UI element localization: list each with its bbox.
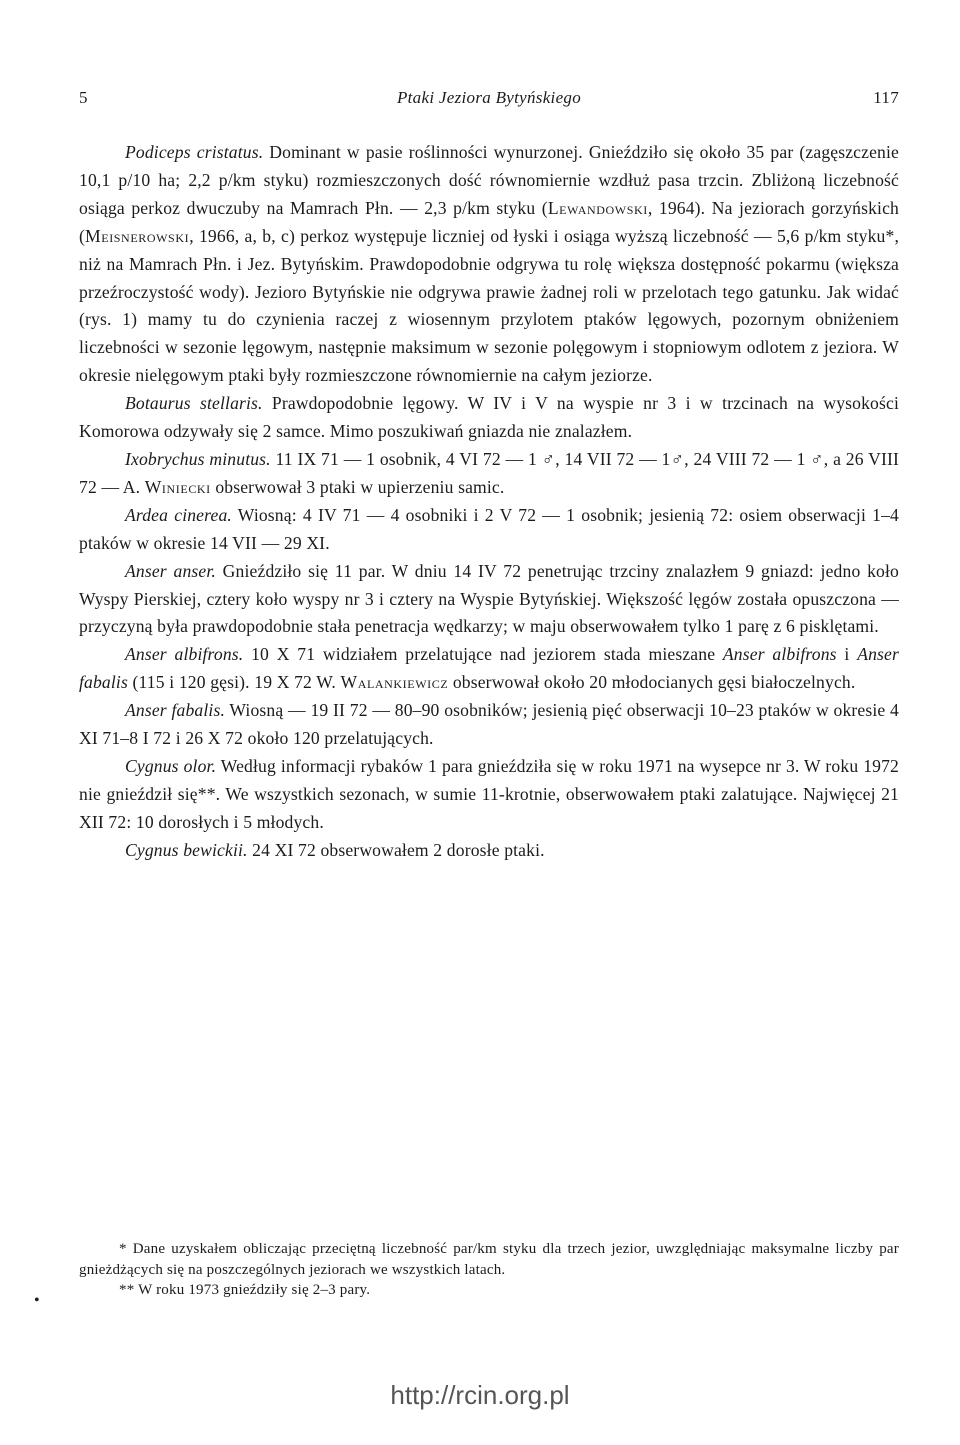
footnote: * Dane uzyskałem obliczając przeciętną liczebność par/km styku dla trzech jezior, uwzględniając maksymalne liczby par gnieżdżących się na poszczególnych jeziorach we wszystkich latach.: [79, 1241, 899, 1278]
species-name-inline: Anser fabalis: [79, 644, 899, 693]
species-name: Anser anser.: [125, 560, 216, 581]
paragraph-text: Wiosną — 19 II 72 — 80–90 osobników; jesienią pięć obserwacji 10–23 ptaków w okresie 4 XI 71–8 I 72 i 26 X 72 około 120 przelatujących.: [79, 700, 899, 749]
author-name: Meisnerowski: [85, 225, 190, 246]
paragraph-text: , 1964). Na jeziorach gorzyńskich (: [79, 197, 900, 246]
author-name: Walankiewicz: [340, 672, 449, 693]
paragraph-text: , 1966, a, b, c) perkoz występuje liczniej od łyski i osiąga wyższą liczebność — 5,6 p/km styku*, niż na Mamrach Płn. i Jez. Bytyńskim. Prawdopodobnie odgrywa tu rolę większa dostępność pokarmu (większa przeźroczystość wody). Jezioro Bytyńskie nie odgrywa prawie żadnej roli w przelotach tego gatunku. Jak widać (rys. 1) mamy tu do czynienia raczej z wiosennym przylotem ptaków lęgowych, pozornym obniżeniem liczebności w sezonie lęgowym, następnie maksimum w sezonie polęgowym i stopniowym odlotem z jeziora. W okresie nielęgowym ptaki były rozmieszczone równomiernie na całym jeziorze.: [79, 225, 899, 386]
species-name: Ixobrychus minutus.: [125, 448, 271, 469]
species-name: Podiceps cristatus.: [125, 142, 264, 162]
running-title: Ptaki Jeziora Bytyńskiego: [396, 88, 582, 107]
species-paragraph: [79, 390, 899, 446]
paragraph-text: 11 IX 71 — 1 osobnik, 4 VI 72 — 1 ♂, 14 VII 72 — 1♂, 24 VIII 72 — 1 ♂, a 26 VIII 72 — A.: [79, 448, 899, 497]
species-paragraph: [79, 502, 899, 558]
paragraph-text: (115 i 120 gęsi). 19 X 72 W.: [127, 672, 341, 693]
paragraph-text: obserwował 3 ptaki w upierzeniu samic.: [210, 476, 505, 497]
species-paragraph: [79, 753, 899, 837]
species-paragraph: [79, 641, 899, 697]
species-name: Cygnus olor.: [125, 755, 217, 776]
body-text: [79, 139, 899, 865]
species-paragraph: [79, 139, 899, 390]
paragraph-text: Dominant w pasie roślinności wynurzonej. Gnieździło się około 35 par (zagęszczenie 10,1 p/10 ha; 2,2 p/km styku) rozmieszczonych dość równomiernie wzdłuż pasa trzcin. Zbliżoną liczebność osiąga perkoz dwuczuby na Mamrach Płn. — 2,3 p/km styku (: [79, 142, 899, 218]
paragraph-text: obserwował około 20 młodocianych gęsi białoczelnych.: [448, 672, 856, 693]
species-name: Botaurus stellaris.: [125, 393, 263, 414]
source-url: http://rcin.org.pl: [390, 1380, 570, 1410]
paragraph-text: Prawdopodobnie lęgowy. W IV i V na wyspie nr 3 i w trzcinach na wysokości Komorowa odzywały się 2 samce. Mimo poszukiwań gniazda nie znalazłem.: [79, 393, 899, 442]
paragraph-text: Gnieździło się 11 par. W dniu 14 IV 72 penetrując trzciny znalazłem 9 gniazd: jedno koło Wyspy Pierskiej, cztery koło wyspy nr 3 i cztery na Wyspie Bytyńskiej. Większość lęgów została opuszczona — przyczyną była prawdopodobnie stała penetracja wędkarzy; w maju obserwowałem tylko 1 parę z 6 pisklętami.: [79, 560, 899, 637]
species-paragraph: [79, 697, 899, 753]
species-name: Ardea cinerea.: [125, 504, 232, 525]
footnotes: [79, 1239, 899, 1301]
species-paragraph: [79, 837, 899, 865]
author-name: Winiecki: [144, 476, 211, 497]
author-name: Lewandowski: [547, 197, 648, 218]
running-header: [79, 88, 899, 112]
paragraph-text: Według informacji rybaków 1 para gnieździła się w roku 1971 na wysepce nr 3. W roku 1972 nie gnieździł się**. We wszystkich sezonach, w sumie 11-krotnie, obserwowałem ptaki zalatujące. Najwięcej 21 XII 72: 10 dorosłych i 5 młodych.: [79, 755, 899, 832]
paragraph-text: Wiosną: 4 IV 71 — 4 osobniki i 2 V 72 — 1 osobnik; jesienią 72: osiem obserwacji 1–4 ptaków w okresie 14 VII — 29 XI.: [79, 504, 899, 553]
species-paragraph: [79, 558, 899, 642]
paragraph-text: i: [836, 644, 858, 665]
species-paragraph: [79, 446, 899, 502]
footnote: ** W roku 1973 gnieździły się 2–3 pary.: [119, 1282, 371, 1298]
species-name: Anser albifrons.: [125, 644, 244, 665]
species-name: Cygnus bewickii.: [125, 839, 248, 860]
margin-bullet: •: [34, 1292, 40, 1309]
page-number-left: 5: [79, 88, 88, 107]
paragraph-text: 24 XI 72 obserwowałem 2 dorosłe ptaki.: [247, 839, 545, 860]
species-name: Anser fabalis.: [125, 700, 225, 721]
species-name-inline: Anser albifrons: [722, 644, 837, 665]
page-number-right: 117: [873, 88, 899, 107]
paragraph-text: 10 X 71 widziałem przelatujące nad jeziorem stada mieszane: [243, 644, 723, 665]
